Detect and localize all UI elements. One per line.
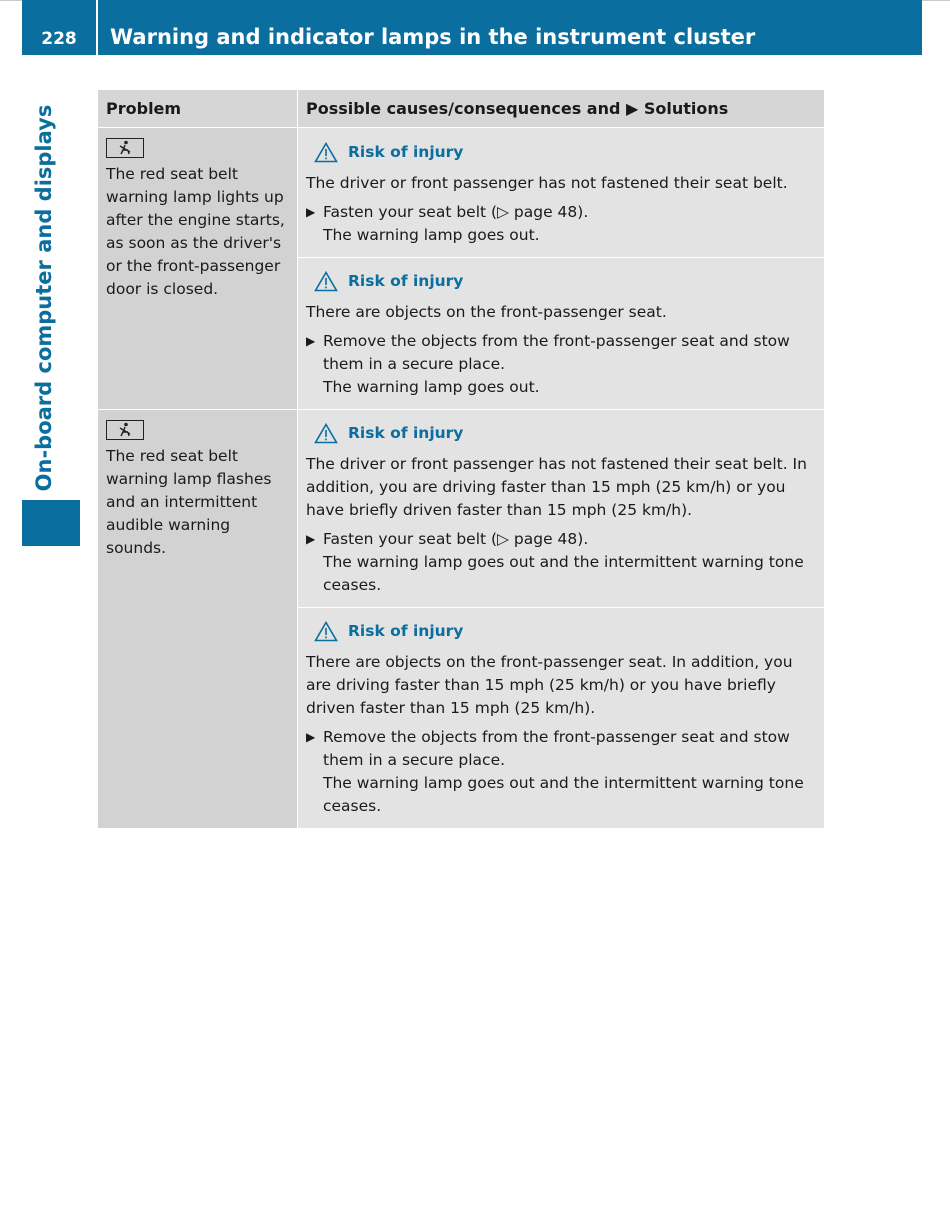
page-number: 228 <box>22 0 98 55</box>
risk-warning <box>314 141 816 164</box>
risk-warning <box>314 422 816 445</box>
warning-triangle-icon <box>314 423 338 444</box>
solution-action: Remove the objects from the front-passenger seat and stow them in a secure place. <box>323 728 790 769</box>
solution-step <box>306 330 816 399</box>
cause-block <box>298 608 824 828</box>
solution-result: The warning lamp goes out. <box>323 226 540 244</box>
seat-belt-warning-icon <box>106 420 144 440</box>
side-chapter-marker <box>22 500 80 546</box>
warning-triangle-icon <box>314 142 338 163</box>
column-header-problem: Problem <box>98 90 297 127</box>
cause-block <box>298 258 824 409</box>
table-row <box>98 410 824 828</box>
solution-action: Fasten your seat belt (▷ page 48). <box>323 203 589 221</box>
column-header-solutions: Possible causes/consequences and ▶ Solutions <box>297 90 824 127</box>
risk-warning-label: Risk of injury <box>348 622 464 640</box>
warning-triangle-icon <box>314 271 338 292</box>
problem-cell <box>98 410 297 828</box>
seat-belt-warning-icon <box>106 138 144 158</box>
cause-text: There are objects on the front-passenger seat. In addition, you are driving faster than 15 mph (25 km/h) or you have briefly driven faster than 15 mph (25 km/h). <box>306 653 793 717</box>
risk-warning-label: Risk of injury <box>348 424 464 442</box>
solution-step <box>306 726 816 818</box>
solution-action: Remove the objects from the front-passenger seat and stow them in a secure place. <box>323 332 790 373</box>
cause-block <box>298 128 824 258</box>
solution-result: The warning lamp goes out and the intermittent warning tone ceases. <box>323 553 804 594</box>
problem-text: The red seat belt warning lamp lights up after the engine starts, as soon as the driver's or the front-passenger door is closed. <box>106 165 285 298</box>
cause-text: There are objects on the front-passenger seat. <box>306 303 667 321</box>
table-header-row <box>98 90 824 128</box>
table-row <box>98 128 824 410</box>
warning-lamp-table <box>98 90 824 828</box>
risk-warning <box>314 620 816 643</box>
solution-step <box>306 201 816 247</box>
step-arrow-icon: ▶ <box>306 730 316 744</box>
solution-step <box>306 528 816 597</box>
cause-block <box>298 410 824 608</box>
risk-warning-label: Risk of injury <box>348 272 464 290</box>
page-title: Warning and indicator lamps in the instrument cluster <box>110 25 756 49</box>
risk-warning-label: Risk of injury <box>348 143 464 161</box>
warning-triangle-icon <box>314 621 338 642</box>
solution-result: The warning lamp goes out. <box>323 378 540 396</box>
step-arrow-icon: ▶ <box>306 334 316 348</box>
cause-text: The driver or front passenger has not fastened their seat belt. <box>306 174 788 192</box>
problem-cell <box>98 128 297 409</box>
causes-cell <box>297 128 824 409</box>
step-arrow-icon: ▶ <box>306 205 316 219</box>
causes-cell <box>297 410 824 828</box>
solution-action: Fasten your seat belt (▷ page 48). <box>323 530 589 548</box>
risk-warning <box>314 270 816 293</box>
page-header <box>22 0 922 55</box>
problem-text: The red seat belt warning lamp flashes and an intermittent audible warning sounds. <box>106 447 272 557</box>
side-chapter-label: On-board computer and displays <box>32 104 56 492</box>
solution-result: The warning lamp goes out and the intermittent warning tone ceases. <box>323 774 804 815</box>
cause-text: The driver or front passenger has not fastened their seat belt. In addition, you are driving faster than 15 mph (25 km/h) or you have briefly driven faster than 15 mph (25 km/h). <box>306 455 807 519</box>
step-arrow-icon: ▶ <box>306 532 316 546</box>
